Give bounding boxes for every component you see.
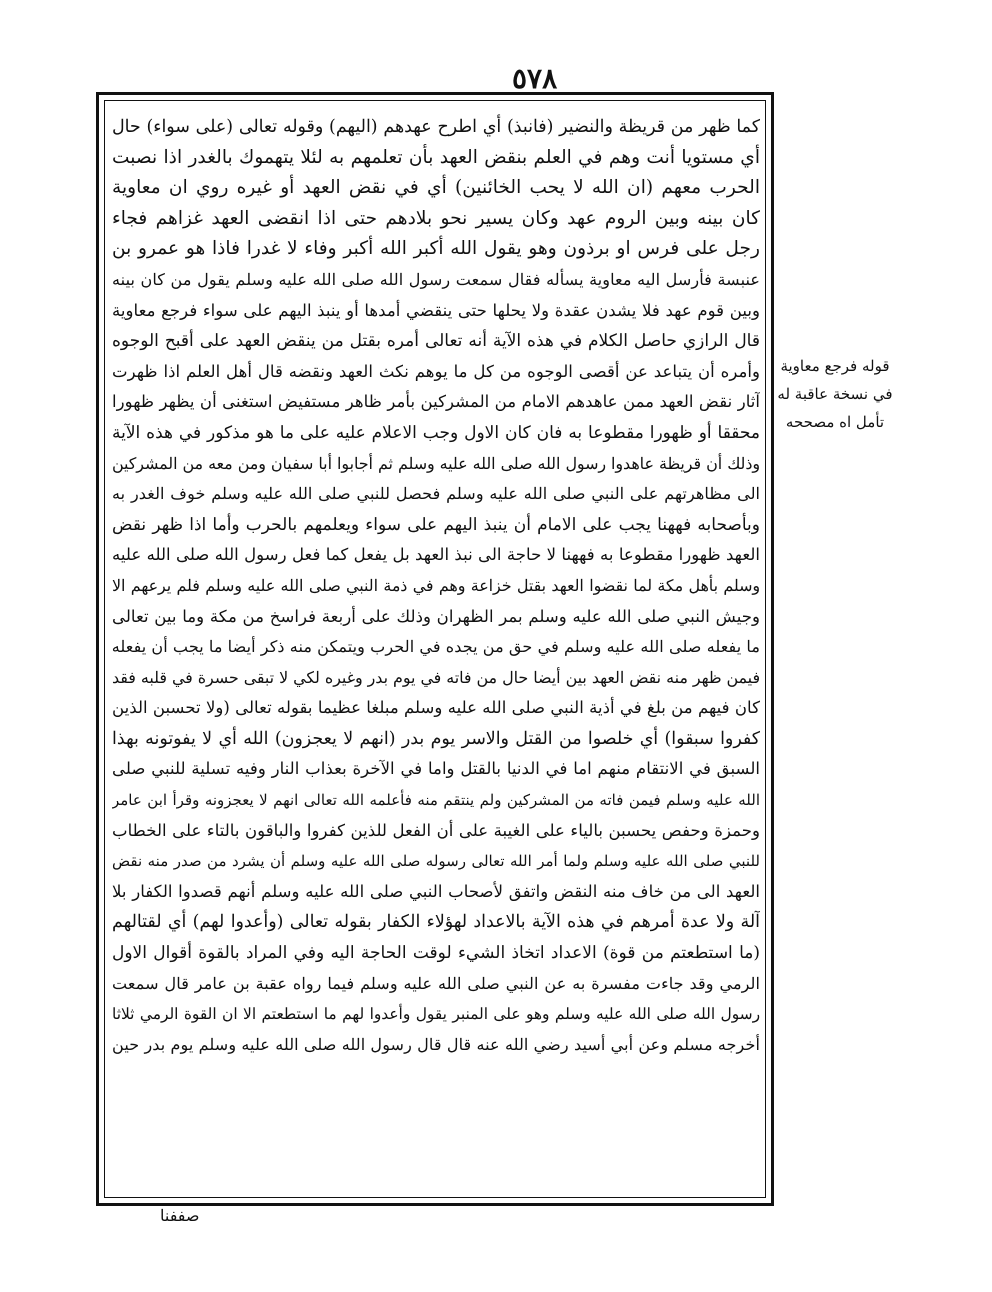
text-line: العهد الى من خاف منه النقض واتفق لأصحاب النبي صلى الله عليه وسلم أنهم قصدوا الكفار بلا [112, 881, 760, 901]
text-line: آثار نقض العهد ممن عاهدهم الامام من المشركين بأمر ظاهر مستفيض استغنى أن يظهر ظهورا [112, 392, 760, 412]
page-number: ٥٧٨ [512, 62, 558, 95]
text-line: العهد ظهورا مقطوعا به فههنا لا حاجة الى نبذ العهد بل يفعل كما فعل رسول الله صلى الله عليه [112, 545, 760, 565]
text-line: الله عليه وسلم فيمن فاته من المشركين ولم ينتقم منه فأعلمه الله تعالى انهم لا يعجزونه وقرأ ابن عامر [112, 791, 760, 810]
text-line: وذلك أن قريظة عاهدوا رسول الله صلى الله عليه وسلم ثم أجابوا أبا سفيان ومن معه من المشركين [112, 453, 760, 473]
margin-note [770, 352, 900, 436]
text-line: وجيش النبي صلى الله عليه وسلم بمر الظهران وذلك على أربعة فراسخ من مكة وما بين تعالى [112, 606, 760, 626]
text-line: رجل على فرس او برذون وهو يقول الله أكبر الله أكبر وفاء لا غدرا فاذا هو عمرو بن [112, 238, 760, 260]
text-line: أخرجه مسلم وعن أبي أسيد رضي الله عنه قال قال رسول الله صلى الله عليه وسلم يوم بدر حين [112, 1034, 760, 1054]
text-line: كان بينه وبين الروم عهد وكان يسير نحو بلادهم حتى اذا انقضى العهد غزاهم فجاء [112, 207, 760, 229]
text-line: آلة ولا عدة أمرهم في هذه الآية بالاعداد لهؤلاء الكفار بقوله تعالى (وأعدوا لهم) أي لقتالهم [112, 912, 760, 933]
text-line: (ما استطعتم من قوة) الاعداد اتخاذ الشيء لوقت الحاجة اليه وفي المراد بالقوة أقوال الاول [112, 943, 760, 964]
text-line: وسلم بأهل مكة لما نقضوا العهد بقتل خزاعة وهم في ذمة النبي صلى الله عليه وسلم فلم يرعهم الا [112, 575, 760, 595]
text-line: كما ظهر من قريظة والنضير (فانبذ) أي اطرح عهدهم (اليهم) وقوله تعالى (على سواء) حال [112, 117, 760, 137]
catchword: صففنا [160, 1206, 200, 1225]
text-line: كفروا سبقوا) أي خلصوا من القتل والاسر يوم بدر (انهم لا يعجزون) الله أي لا يفوتونه بهذا [112, 728, 760, 749]
text-line: وحمزة وحفص يحسبن بالياء على الغيبة على أن الفعل للذين كفروا والباقون بالتاء على الخطاب [112, 820, 760, 840]
text-line: أي مستويا أنت وهم في العلم بنقض العهد بأن تعلمهم به لئلا يتهموك بالغدر اذا نصبت [112, 146, 760, 168]
margin-note-line: في نسخة عاقبة له [777, 385, 893, 403]
text-line: الرمي وقد جاءت مفسرة به عن النبي صلى الله عليه وسلم فيما رواه عقبة بن عامر قال سمعت [112, 973, 760, 993]
text-line: وبأصحابه فههنا يجب على الامام أن ينبذ اليهم على سواء ويعلمهم بالحرب وأما اذا ظهر نقض [112, 514, 760, 535]
text-line: عنبسة فأرسل اليه معاوية يسأله فقال سمعت رسول الله صلى الله عليه وسلم يقول من كان بينه [112, 269, 760, 289]
text-line: السبق في الانتقام منهم اما في الدنيا بالقتل واما في الآخرة بعذاب النار وفيه تسلية للنبي صلى [112, 759, 760, 779]
margin-note-line: قوله فرجع معاوية [780, 357, 890, 375]
margin-note-line: تأمل اه مصححه [785, 413, 885, 431]
text-line: فيمن ظهر منه نقض العهد بين أيضا حال من فاته في يوم بدر وغيره لكي لا تبقى حسرة في قلبه فقد [112, 667, 760, 687]
text-line: الى مظاهرتهم على النبي صلى الله عليه وسلم فحصل للنبي صلى الله عليه وسلم خوف الغدر به [112, 484, 760, 504]
text-line: قال الرازي حاصل الكلام في هذه الآية أنه تعالى أمره بقتل من ينقض العهد على أقبح الوجوه [112, 331, 760, 352]
text-line: كان فيهم من بلغ في أذية النبي صلى الله عليه وسلم مبلغا عظيما بقوله تعالى (ولا تحسبن الذين [112, 698, 760, 718]
text-line: الحرب معهم (ان الله لا يحب الخائنين) أي في نقض العهد أو غيره روي ان معاوية [112, 177, 760, 199]
text-line: وأمره أن يتباعد عن أقصى الوجوه من كل ما يوهم نكث العهد ونقضه قال أهل العلم اذا ظهرت [112, 361, 760, 381]
text-line: للنبي صلى الله عليه وسلم ولما أمر الله تعالى رسوله صلى الله عليه وسلم أن يشرد من صدر منه نقض [112, 852, 760, 871]
text-line: وبين قوم عهد فلا يشدن عقدة ولا يحلها حتى ينقضي أمدها أو ينبذ اليهم على سواء فرجع معاوية [112, 300, 760, 320]
text-line: ما يفعله صلى الله عليه وسلم في حق من يجده في الحرب ويتمكن منه ذكر أيضا ما يجب أن يفعله [112, 637, 760, 657]
main-text-block [112, 112, 760, 1192]
text-line: محققا أو ظهورا مقطوعا به فان كان الاول وجب الاعلام عليه على ما هو مذكور في هذه الآية [112, 422, 760, 443]
text-line: رسول الله صلى الله عليه وسلم وهو على المنبر يقول وأعدوا لهم ما استطعتم الا ان القوة الرمي ثلاثا [112, 1005, 760, 1024]
